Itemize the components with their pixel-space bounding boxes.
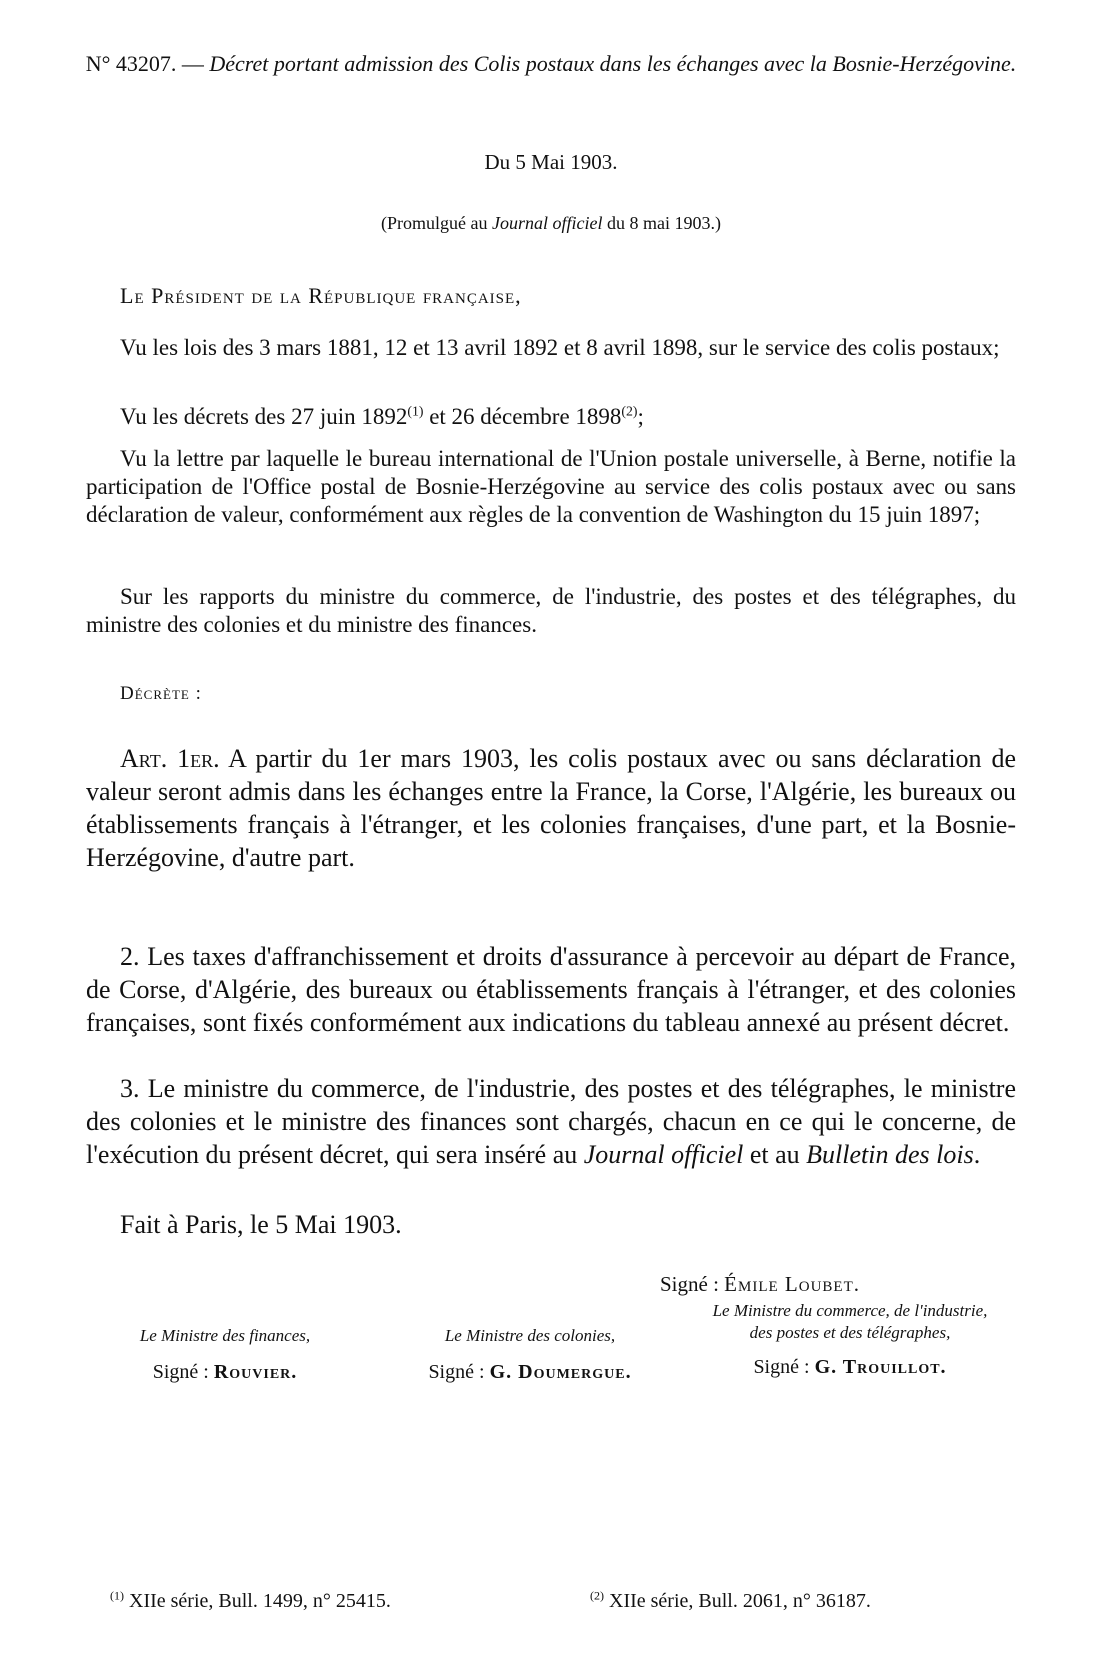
- considerant-decrets-c: ;: [637, 404, 644, 429]
- footnote-1-mark: (1): [110, 1588, 124, 1603]
- article-3-bulletin: Bulletin des lois: [806, 1140, 974, 1169]
- footnote-1: [110, 1590, 391, 1613]
- article-3-a: 3. Le ministre du commerce, de l'industrie, des postes et des télégraphes, le ministre des colonies et le ministre des finances sont chargés, chacun en ce qui le concerne, de l'exécution du présent décret, qui sera inséré au: [86, 1074, 1016, 1169]
- decree-number: N° 43207. —: [85, 51, 210, 76]
- article-1-label: Art. 1er.: [120, 744, 220, 773]
- article-3-journal: Journal officiel: [583, 1140, 744, 1169]
- minister-signe: Signé :: [428, 1361, 490, 1383]
- promulgation-close: du 8 mai 1903.): [602, 213, 721, 233]
- minister-role: Le Ministre des colonies,: [444, 1326, 616, 1345]
- promulgation-open: (Promulgué au: [381, 213, 492, 233]
- article-3-c: .: [973, 1140, 981, 1169]
- footnote-2: [590, 1590, 871, 1613]
- considerant-lois: Vu les lois des 3 mars 1881, 12 et 13 avril 1892 et 8 avril 1898, sur le service des colis postaux;: [120, 335, 1000, 360]
- president-signature: [660, 1272, 860, 1297]
- decree-title: [70, 50, 1032, 77]
- minister-role: Le Ministre des finances,: [139, 1326, 311, 1345]
- minister-signe: Signé :: [152, 1361, 214, 1383]
- minister-name: G. Doumergue.: [489, 1361, 632, 1383]
- footnote-ref-2: (2): [621, 403, 638, 419]
- footnote-ref-1: (1): [407, 403, 424, 419]
- minister-name: Rouvier.: [213, 1361, 298, 1383]
- president-signature-prefix: Signé :: [660, 1272, 725, 1296]
- minister-signature: [95, 1361, 355, 1383]
- footnote-1-text: XIIe série, Bull. 1499, n° 25415.: [124, 1590, 391, 1612]
- minister-finances: [95, 1325, 355, 1383]
- article-3-b: et au: [743, 1140, 807, 1169]
- considerant-rapports: Sur les rapports du ministre du commerce, de l'industrie, des postes et des télégraphes, du ministre des colonies et du ministre des finances.: [86, 584, 1016, 637]
- promulgation-line: [0, 213, 1102, 234]
- president-signature-name: Émile Loubet.: [724, 1272, 860, 1296]
- minister-signature: [400, 1361, 660, 1383]
- minister-signe: Signé :: [753, 1356, 815, 1378]
- footnote-2-text: XIIe série, Bull. 2061, n° 36187.: [604, 1590, 871, 1612]
- minister-name: G. Trouillot.: [814, 1356, 947, 1378]
- fait-a-paris: Fait à Paris, le 5 Mai 1903.: [120, 1210, 402, 1239]
- article-1: [86, 742, 1016, 874]
- article-1-text: A partir du 1er mars 1903, les colis postaux avec ou sans déclaration de valeur seront admis dans les échanges entre la France, la Corse, l'Algérie, les bureaux ou établissements français à l'étranger, et les colonies françaises, d'une part, et la Bosnie-Herzégovine, d'autre part.: [86, 744, 1016, 872]
- considerant-decrets-b: et 26 décembre 1898: [423, 404, 622, 429]
- decree-date: Du 5 Mai 1903.: [484, 150, 618, 174]
- president-heading: Le Président de la République française,: [120, 283, 522, 308]
- article-2: 2. Les taxes d'affranchissement et droits d'assurance à percevoir au départ de France, de Corse, d'Algérie, des bureaux ou établissements français à l'étranger, et des colonies françaises, sont fixés conformément aux indications du tableau annexé au présent décret.: [86, 942, 1016, 1037]
- considerant-lettre: Vu la lettre par laquelle le bureau international de l'Union postale universelle, à Berne, notifie la participation de l'Office postal de Bosnie-Herzégovine au service des colis postaux avec ou sans déclaration de valeur, conformément aux règles de la convention de Washington du 15 juin 1897;: [86, 446, 1016, 527]
- promulgation-journal: Journal officiel: [492, 213, 603, 233]
- minister-signature: [700, 1356, 1000, 1378]
- minister-role: Le Ministre du commerce, de l'industrie, des postes et des télégraphes,: [712, 1301, 988, 1342]
- minister-commerce: [700, 1300, 1000, 1378]
- article-3: [86, 1072, 1016, 1171]
- minister-colonies: [400, 1325, 660, 1383]
- considerant-decrets: [86, 403, 1016, 431]
- decree-title-text: Décret portant admission des Colis postaux dans les échanges avec la Bosnie-Herzégovine.: [209, 51, 1017, 76]
- decrete-heading: Décrète :: [120, 683, 202, 704]
- footnote-2-mark: (2): [590, 1588, 604, 1603]
- considerant-decrets-a: Vu les décrets des 27 juin 1892: [120, 404, 408, 429]
